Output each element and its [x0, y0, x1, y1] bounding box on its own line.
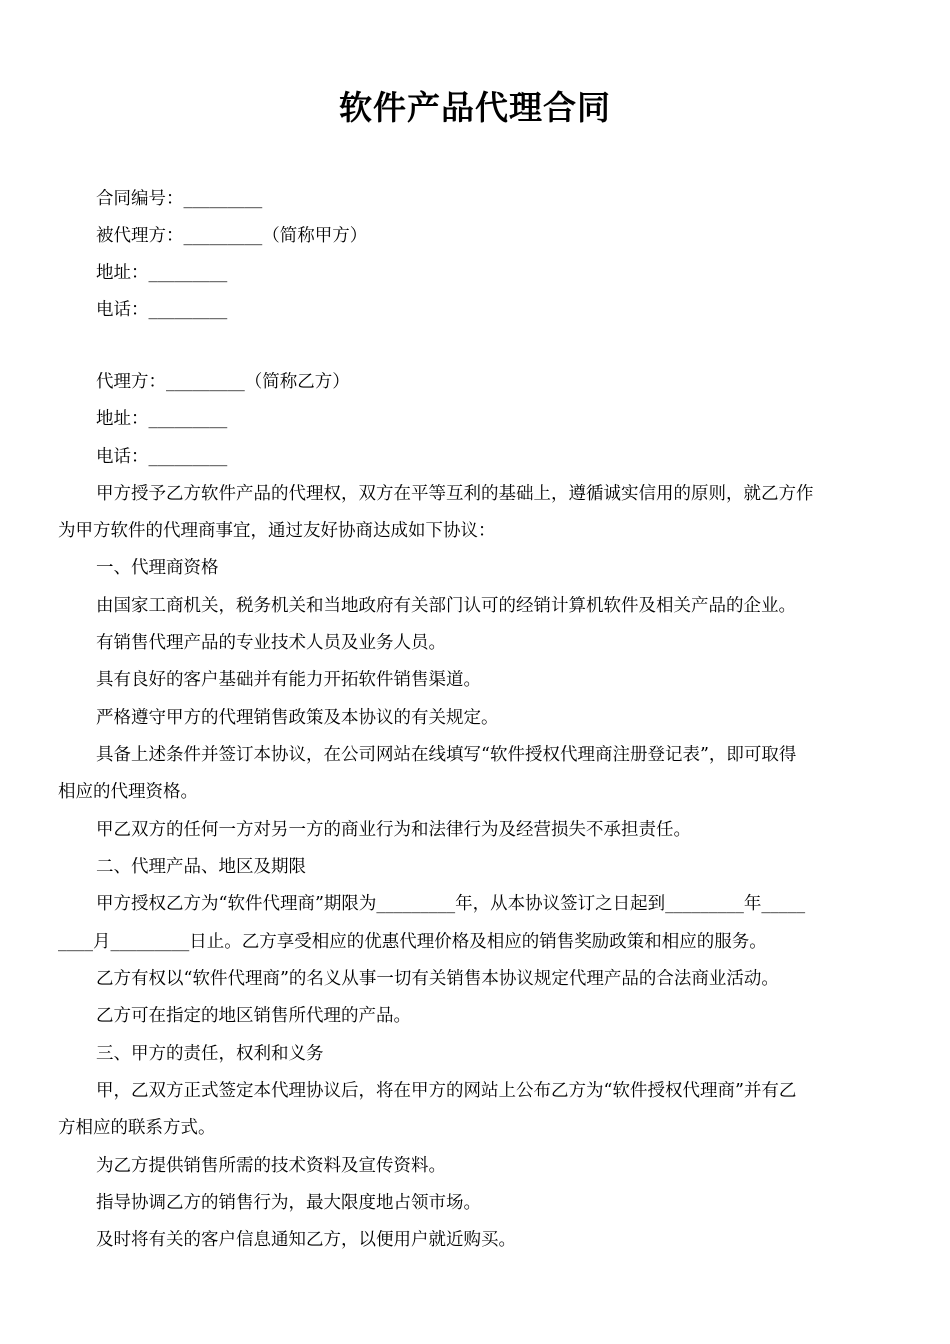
agent-party-line: 代理方：_________（简称乙方）	[96, 372, 350, 392]
paragraph-line: 甲乙双方的任何一方对另一方的商业行为和法律行为及经营损失不承担责任。	[96, 820, 691, 840]
contract-number-line: 合同编号：_________	[96, 189, 263, 209]
paragraph-line: 方相应的联系方式。	[58, 1118, 216, 1138]
document-title: 软件产品代理合同	[339, 88, 611, 127]
paragraph-line: 乙方可在指定的地区销售所代理的产品。	[96, 1006, 411, 1026]
paragraph-line: 严格遵守甲方的代理销售政策及本协议的有关规定。	[96, 708, 499, 728]
paragraph-line: 相应的代理资格。	[58, 782, 198, 802]
paragraph-line: 为乙方提供销售所需的技术资料及宣传资料。	[96, 1156, 446, 1176]
paragraph-line: 甲方授予乙方软件产品的代理权，双方在平等互利的基础上，遵循诚实信用的原则，就乙方作	[96, 484, 814, 504]
paragraph-line: 由国家工商机关，税务机关和当地政府有关部门认可的经销计算机软件及相关产品的企业。	[96, 596, 796, 616]
paragraph-line: 有销售代理产品的专业技术人员及业务人员。	[96, 633, 446, 653]
principal-phone-line: 电话：_________	[96, 300, 228, 320]
paragraph-line: 及时将有关的客户信息通知乙方，以便用户就近购买。	[96, 1230, 516, 1250]
paragraph-line: 甲，乙双方正式签定本代理协议后，将在甲方的网站上公布乙方为“软件授权代理商”并有乙	[96, 1081, 797, 1101]
paragraph-line: 具备上述条件并签订本协议，在公司网站在线填写“软件授权代理商注册登记表”，即可取得	[96, 745, 797, 765]
section-heading-3: 三、甲方的责任，权利和义务	[96, 1044, 324, 1064]
section-heading-1: 一、代理商资格	[96, 558, 219, 578]
principal-party-line: 被代理方：_________（简称甲方）	[96, 226, 368, 246]
principal-address-line: 地址：_________	[96, 263, 228, 283]
agent-address-line: 地址：_________	[96, 409, 228, 429]
section-heading-2: 二、代理产品、地区及期限	[96, 857, 306, 877]
paragraph-line: 指导协调乙方的销售行为，最大限度地占领市场。	[96, 1193, 481, 1213]
agent-phone-line: 电话：_________	[96, 447, 228, 467]
paragraph-line: 乙方有权以“软件代理商”的名义从事一切有关销售本协议规定代理产品的合法商业活动。	[96, 969, 779, 989]
paragraph-line: ____月_________日止。乙方享受相应的优惠代理价格及相应的销售奖励政策和相应的服务。	[58, 932, 767, 952]
paragraph-line: 甲方授权乙方为“软件代理商”期限为_________年，从本协议签订之日起到_________年_____	[96, 894, 806, 914]
paragraph-line: 为甲方软件的代理商事宜，通过友好协商达成如下协议：	[58, 521, 496, 541]
paragraph-line: 具有良好的客户基础并有能力开拓软件销售渠道。	[96, 670, 481, 690]
